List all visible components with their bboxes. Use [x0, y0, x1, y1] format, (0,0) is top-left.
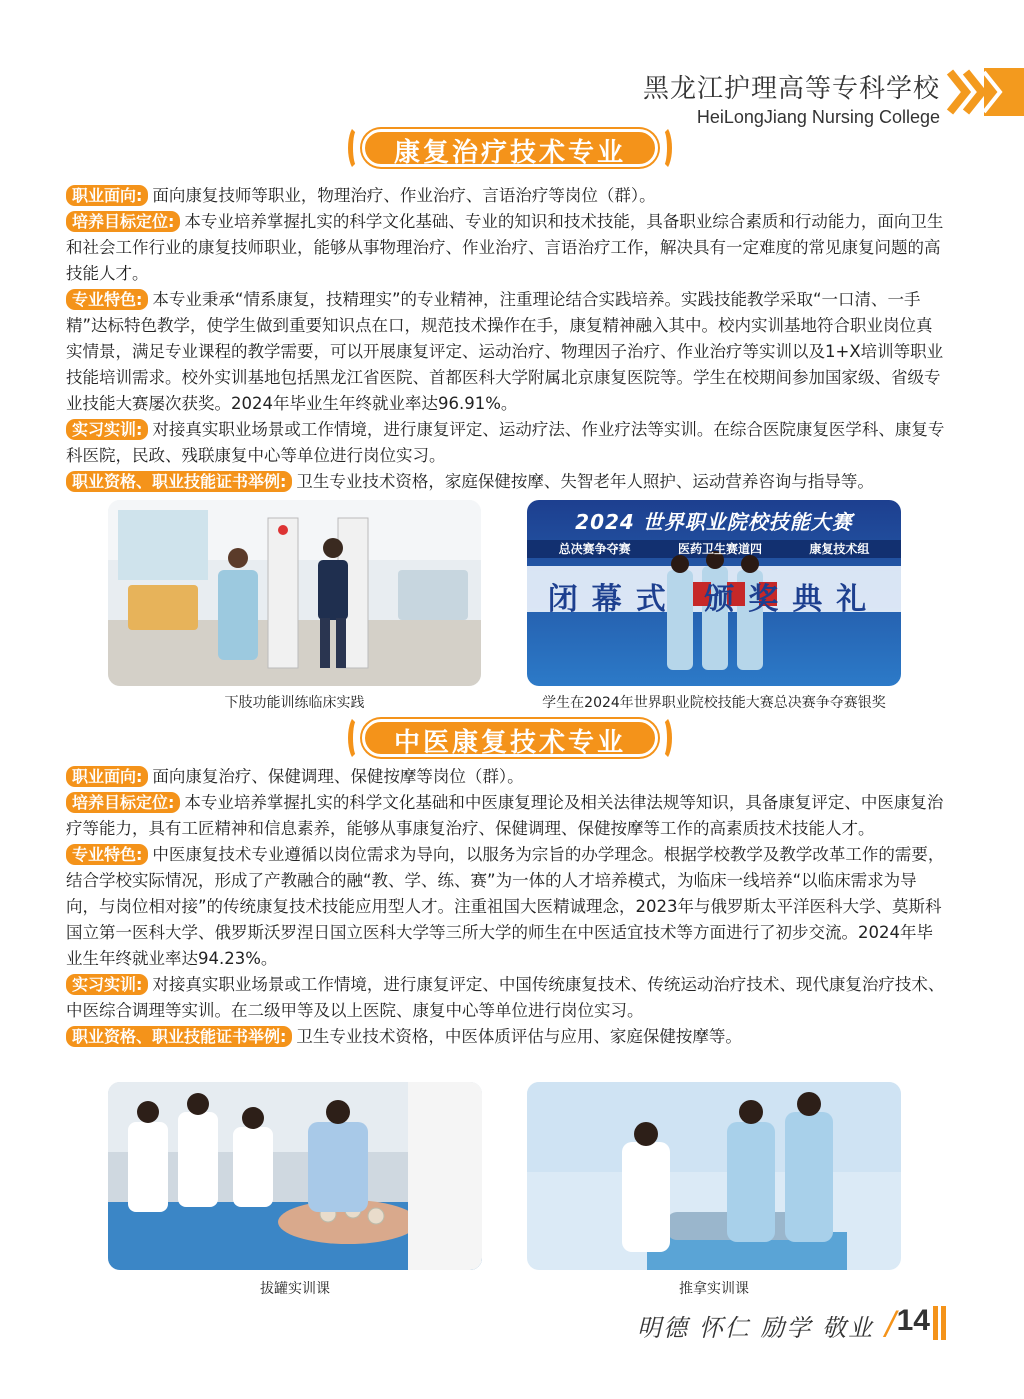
label-tag: 培养目标定位: [66, 211, 180, 232]
photo3-caption: 拔罐实训课 [260, 1281, 330, 1297]
paragraph-text: 本专业秉承“情系康复，技精理实”的专业精神，注重理论结合实践培养。实践技能教学采取“一口清、一手精”达标特色教学，使学生做到重要知识点在口，规范技术操作在手，康复精神融入其中。校内实训基地符合职业岗位真实情景，满足专业课程的教学需要，可以开展康复评定、运动治疗、物理因子治疗、作业治疗等实训以及1+X培训等职业技能培训需求。校外实训基地包括黑龙江省医院、首都医科大学附属北京康复医院等。学生在校期间参加国家级、省级专业技能大赛屡次获奖。2024年毕业生年终就业率达96.91%。 [66, 290, 944, 413]
section-title-text: 康复治疗技术专业 [393, 138, 626, 168]
photo2-caption: 学生在2024年世界职业院校技能大赛总决赛争夺赛银奖 [542, 695, 886, 711]
paragraph-text: 卫生专业技术资格，家庭保健按摩、失智老年人照护、运动营养咨询与指导等。 [296, 472, 874, 491]
section-title-tcm-rehab [348, 715, 672, 761]
paragraph-text: 面向康复治疗、保健调理、保健按摩等岗位（群）。 [152, 767, 524, 786]
paragraph-goal [66, 209, 946, 287]
double-chevron-right-icon [944, 68, 1016, 116]
label-tag: 专业特色: [66, 844, 148, 865]
paragraph-text: 对接真实职业场景或工作情境，进行康复评定、中国传统康复技术、传统运动治疗技术、现代康复治疗技术、中医综合调理等实训。在二级甲等及以上医院、康复中心等单位进行岗位实习。 [66, 975, 945, 1020]
paragraph-text: 本专业培养掌握扎实的科学文化基础、专业的知识和技术技能，具备职业综合素质和行动能力，面向卫生和社会工作行业的康复技师职业，能够从事物理治疗、作业治疗、言语治疗工作，解决具有一定难度的常见康复问题的高技能人才。 [66, 212, 944, 283]
banner-tab: 总决赛争夺赛 [558, 542, 631, 556]
paragraph-text: 对接真实职业场景或工作情境，进行康复评定、运动疗法、作业疗法等实训。在综合医院康复医学科、康复专科医院，民政、残联康复中心等单位进行岗位实习。 [66, 420, 945, 465]
paragraph-text: 本专业培养掌握扎实的科学文化基础和中医康复理论及相关法律法规等知识，具备康复评定、中医康复治疗等能力，具有工匠精神和信息素养，能够从事康复治疗、保健调理、保健按摩等工作的高素质技术技能人才。 [66, 793, 944, 838]
photo-cupping-class [108, 1082, 482, 1270]
paragraph-internship [66, 417, 946, 469]
school-name-cn: 黑龙江护理高等专科学校 [642, 74, 940, 104]
photo-lower-limb-training [108, 500, 481, 686]
label-tag: 实习实训: [66, 419, 148, 440]
photo4-caption: 推拿实训课 [679, 1281, 749, 1297]
cupping-class-illustration [108, 1082, 482, 1270]
paragraph-internship [66, 972, 946, 1024]
section1-body [66, 183, 946, 495]
paragraph-features [66, 842, 946, 972]
footer-accent-bar [933, 1306, 938, 1340]
rehab-room-illustration [108, 500, 481, 686]
paragraph-career [66, 183, 946, 209]
footer-slash-decor: / [885, 1304, 896, 1342]
section2-body [66, 764, 946, 1050]
paragraph-certificates [66, 469, 946, 495]
banner-title: 2024 世界职业院校技能大赛 [575, 510, 853, 534]
page-header [643, 68, 940, 128]
footer-motto: 明德 怀仁 励学 敬业 [637, 1314, 874, 1342]
label-tag: 实习实训: [66, 974, 148, 995]
photo-tuina-class [527, 1082, 901, 1270]
banner-tabs [535, 540, 893, 557]
school-name-en: HeiLongJiang Nursing College [696, 107, 940, 127]
paragraph-features [66, 287, 946, 417]
tuina-class-illustration [527, 1082, 901, 1270]
footer-accent-bar [941, 1306, 946, 1340]
backdrop-text: 闭幕式 颁奖典礼 [547, 582, 881, 617]
section-title-text: 中医康复技术专业 [393, 728, 626, 758]
label-tag: 职业资格、职业技能证书举例: [66, 1026, 292, 1047]
label-tag: 职业资格、职业技能证书举例: [66, 471, 292, 492]
banner-tab: 医药卫生赛道四 [677, 542, 762, 556]
section-title-rehab [348, 125, 672, 171]
paragraph-text: 卫生专业技术资格，中医体质评估与应用、家庭保健按摩等。 [296, 1027, 742, 1046]
page-number: 14 [896, 1304, 930, 1337]
paragraph-career [66, 764, 946, 790]
label-tag: 职业面向: [66, 766, 148, 787]
label-tag: 专业特色: [66, 289, 148, 310]
banner-tab: 康复技术组 [809, 542, 870, 556]
paragraph-text: 中医康复技术专业遵循以岗位需求为导向，以服务为宗旨的办学理念。根据学校教学及教学改革工作的需要，结合学校实际情况，形成了产教融合的融“教、学、练、赛”为一体的人才培养模式，为临床一线培养“以临床需求为导向，与岗位相对接”的传统康复技术技能应用型人才。注重祖国大医精诚理念，2023年与俄罗斯太平洋医科大学、莫斯科国立第一医科大学、俄罗斯沃罗涅日国立医科大学等三所大学的师生在中医适宜技术等方面进行了初步交流。2024年毕业生年终就业率达94.23%。 [66, 845, 945, 968]
label-tag: 培养目标定位: [66, 792, 180, 813]
photo1-caption: 下肢功能训练临床实践 [224, 695, 365, 711]
paragraph-text: 面向康复技师等职业，物理治疗、作业治疗、言语治疗等岗位（群）。 [152, 186, 656, 205]
paragraph-certificates [66, 1024, 946, 1050]
photo-competition-award [527, 500, 901, 686]
paragraph-goal [66, 790, 946, 842]
label-tag: 职业面向: [66, 185, 148, 206]
